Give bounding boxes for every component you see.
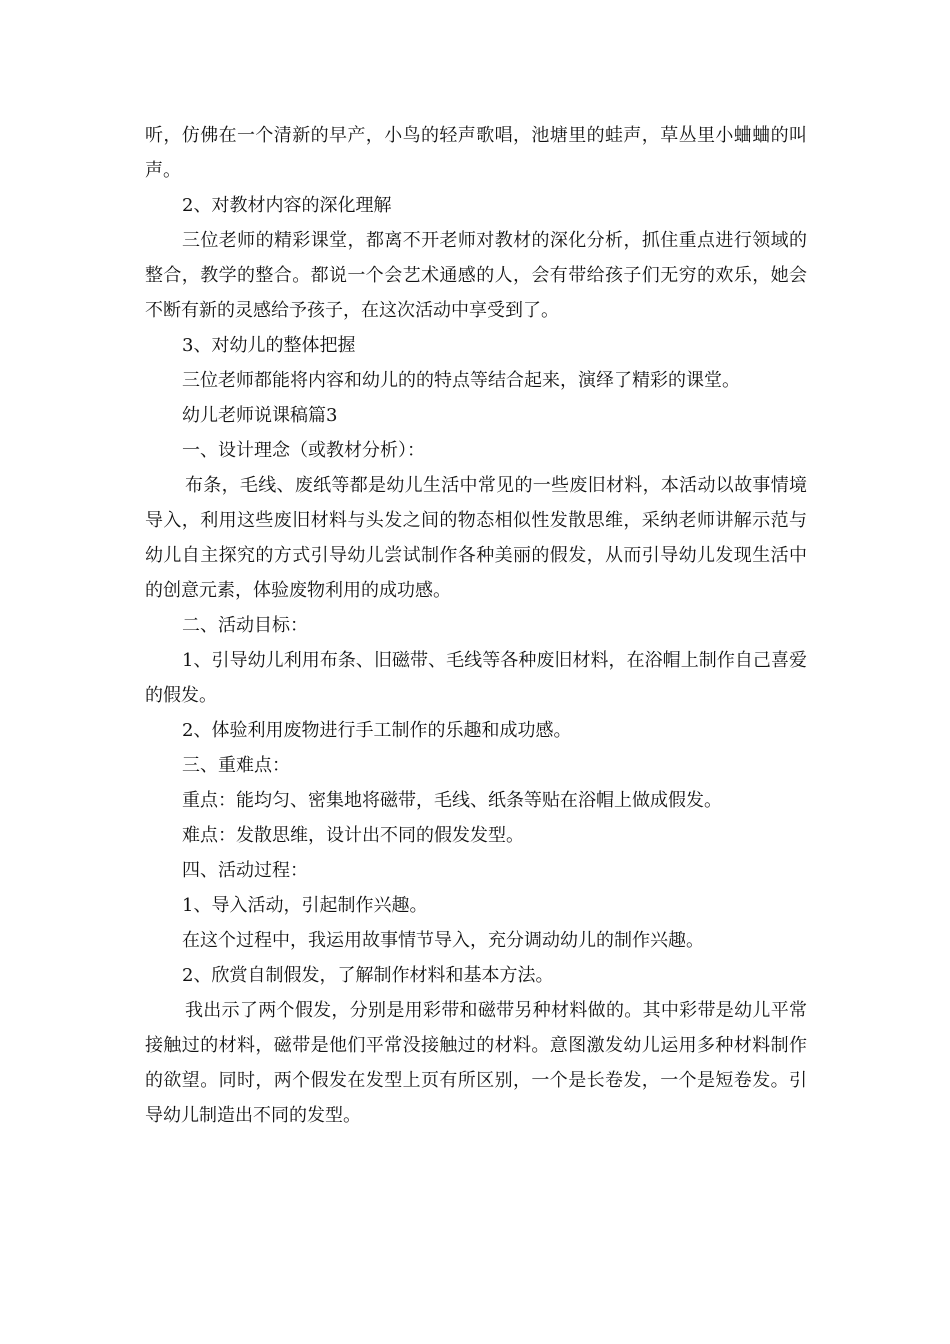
paragraph-overall-grasp: 三位老师都能将内容和幼儿的的特点等结合起来，演绎了精彩的课堂。 xyxy=(182,370,740,391)
document-page xyxy=(145,118,807,1133)
process-step-1-detail: 在这个过程中，我运用故事情节导入，充分调动幼儿的制作兴趣。 xyxy=(182,930,704,951)
goal-item-2: 2、体验利用废物进行手工制作的乐趣和成功感。 xyxy=(182,720,572,741)
paragraph-textbook-analysis: 三位老师的精彩课堂，都离不开老师对教材的深化分析，抓住重点进行领域的整合，教学的整合。都说一个会艺术通感的人，会有带给孩子们无穷的欢乐，她会不断有新的灵感给予孩子，在这次活动中享受到了。 xyxy=(145,230,807,321)
heading-design-concept: 一、设计理念（或教材分析）： xyxy=(182,440,425,461)
section-title: 幼儿老师说课稿篇3 xyxy=(182,405,338,426)
process-step-1: 1、导入活动，引起制作兴趣。 xyxy=(182,895,428,916)
heading-key-points: 三、重难点： xyxy=(182,755,290,776)
key-point-item: 重点：能均匀、密集地将磁带，毛线、纸条等贴在浴帽上做成假发。 xyxy=(182,790,722,811)
heading-activity-process: 四、活动过程： xyxy=(182,860,308,881)
process-step-2-detail: 我出示了两个假发，分别是用彩带和磁带另种材料做的。其中彩带是幼儿平常接触过的材料，磁带是他们平常没接触过的材料。意图激发幼儿运用多种材料制作的欲望。同时，两个假发在发型上页有所区别，一个是长卷发，一个是短卷发。引导幼儿制造出不同的发型。 xyxy=(145,1000,807,1126)
goal-item-1: 1、引导幼儿利用布条、旧磁带、毛线等各种废旧材料，在浴帽上制作自己喜爱的假发。 xyxy=(145,650,807,706)
process-step-2: 2、欣赏自制假发，了解制作材料和基本方法。 xyxy=(182,965,554,986)
difficulty-item: 难点：发散思维，设计出不同的假发发型。 xyxy=(182,825,524,846)
paragraph-design-concept: 布条，毛线、废纸等都是幼儿生活中常见的一些废旧材料，本活动以故事情境导入，利用这些废旧材料与头发之间的物态相似性发散思维，采纳老师讲解示范与幼儿自主探究的方式引导幼儿尝试制作各种美丽的假发，从而引导幼儿发现生活中的创意元素，体验废物利用的成功感。 xyxy=(145,475,807,601)
subheading-overall-grasp: 3、对幼儿的整体把握 xyxy=(182,335,356,356)
paragraph-continuation: 听，仿佛在一个清新的早产，小鸟的轻声歌唱，池塘里的蛙声，草丛里小蛐蛐的叫声。 xyxy=(145,125,807,181)
heading-activity-goals: 二、活动目标： xyxy=(182,615,308,636)
subheading-textbook-understanding: 2、对教材内容的深化理解 xyxy=(182,195,392,216)
